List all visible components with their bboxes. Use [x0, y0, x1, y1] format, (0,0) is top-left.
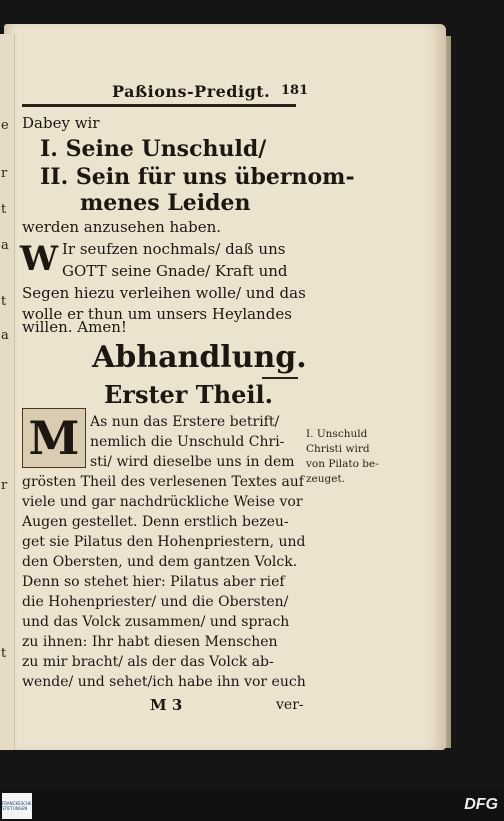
decorated-initial: M: [22, 408, 86, 468]
margin-note-line: zeuget.: [306, 473, 346, 485]
signature-mark: M 3: [150, 696, 183, 714]
margin-letter: a: [1, 238, 9, 253]
margin-letter: t: [1, 202, 7, 217]
page-number: 181: [281, 83, 309, 98]
text-line: As nun das Erstere betrift/: [90, 414, 280, 430]
catchword: ver-: [276, 697, 304, 713]
header-rule: [22, 104, 296, 107]
facing-page-edge: [0, 34, 15, 750]
text-line: werden anzusehen haben.: [22, 218, 222, 236]
margin-letter: t: [1, 294, 7, 309]
text-line: Segen hiezu verleihen wolle/ und das: [22, 284, 306, 302]
section-title: Abhandlung.: [92, 340, 307, 375]
list-item: II. Sein für uns übernom-: [40, 164, 355, 190]
text-line: sti/ wird dieselbe uns in dem: [90, 454, 295, 470]
margin-letter: r: [1, 478, 8, 493]
text-line: GOTT seine Gnade/ Kraft und: [62, 262, 288, 280]
text-line: wende/ und sehet/ich habe ihn vor euch: [22, 674, 306, 690]
running-header: Paßions-Predigt.: [112, 82, 271, 101]
text-line: wolle er thun um unsers Heylandes: [22, 305, 292, 323]
text-line: willen. Amen!: [22, 318, 127, 336]
text-line: Ir seufzen nochmals/ daß uns: [62, 240, 286, 258]
text-line: Augen gestellet. Denn erstlich bezeu-: [22, 514, 289, 530]
text-line: Denn so stehet hier: Pilatus aber rief: [22, 574, 285, 590]
initial-letter: W: [19, 239, 59, 279]
text-line: zu mir bracht/ als der das Volck ab-: [22, 654, 274, 670]
text-line: nemlich die Unschuld Chri-: [90, 434, 285, 450]
text-line: Dabey wir: [22, 114, 100, 132]
text-line: grösten Theil des verlesenen Textes auf: [22, 474, 304, 490]
margin-letter: r: [1, 166, 8, 181]
list-item: I. Seine Unschuld/: [40, 136, 267, 162]
margin-note-line: I. Unschuld: [306, 428, 368, 440]
institution-logo[interactable]: [2, 793, 32, 819]
list-item: menes Leiden: [80, 190, 251, 216]
section-rule: [262, 377, 298, 379]
text-line: viele und gar nachdrückliche Weise vor: [22, 494, 303, 510]
text-line: get sie Pilatus den Hohenpriestern, und: [22, 534, 306, 550]
margin-letter: t: [1, 646, 7, 661]
dfg-logo[interactable]: DFG: [464, 796, 498, 813]
margin-note-line: von Pilato be-: [306, 458, 379, 470]
margin-letter: a: [1, 328, 9, 343]
margin-note-line: Christi wird: [306, 443, 370, 455]
margin-letter: e: [1, 118, 9, 133]
logo-text: FRANCKESCHE STIFTUNGEN: [2, 801, 32, 811]
text-line: die Hohenpriester/ und die Obersten/: [22, 594, 289, 610]
viewer-footer: [0, 790, 504, 821]
text-line: und das Volck zusammen/ und sprach: [22, 614, 290, 630]
text-line: den Obersten, und dem gantzen Volck.: [22, 554, 298, 570]
text-line: zu ihnen: Ihr habt diesen Menschen: [22, 634, 278, 650]
section-subtitle: Erster Theil.: [104, 380, 273, 409]
